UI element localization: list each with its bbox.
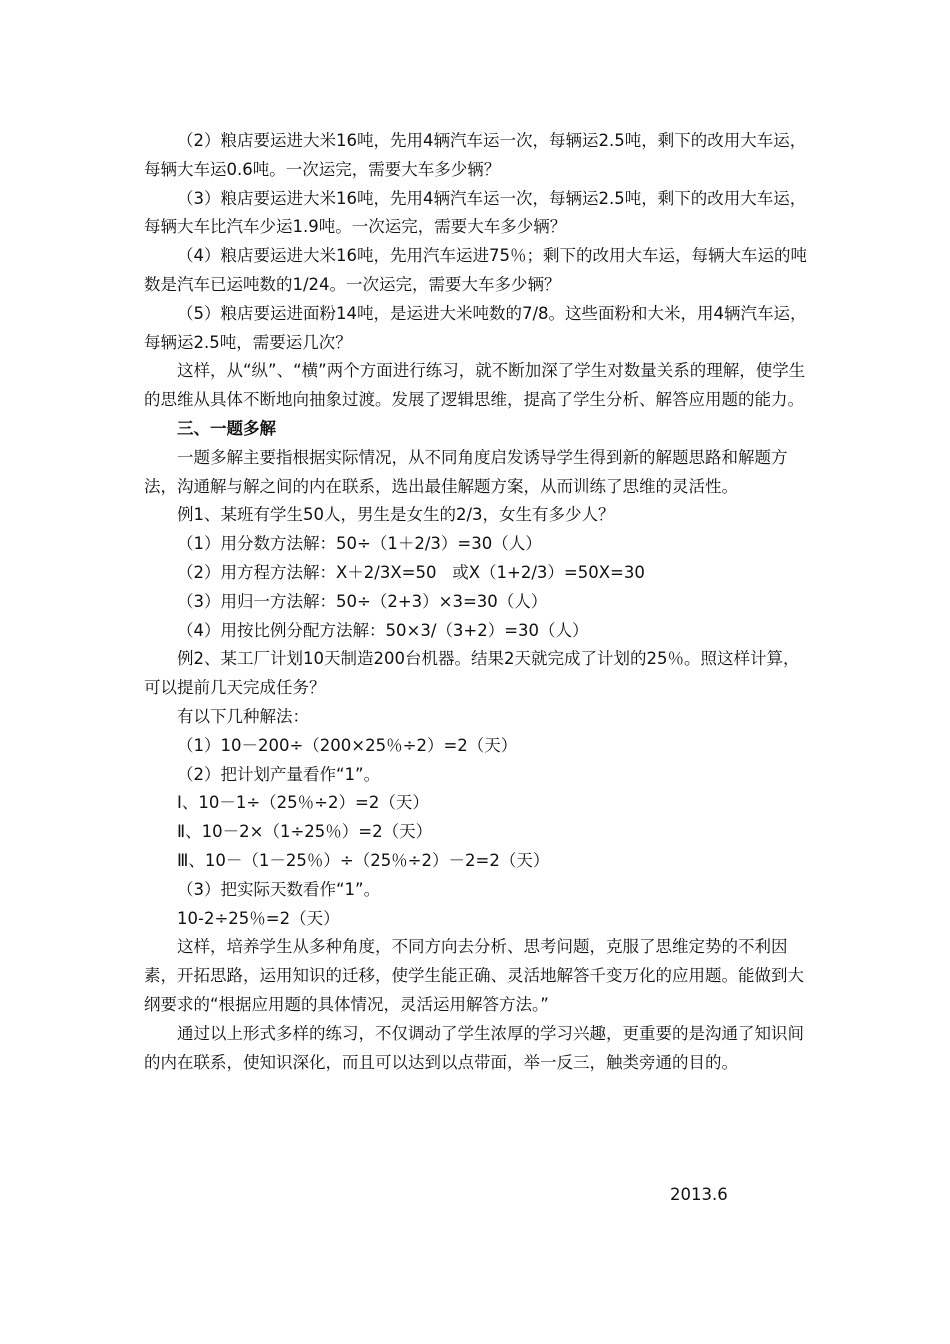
- document-date: 2013.6: [670, 1185, 728, 1204]
- paragraph-summary-multiple-solutions: 这样，培养学生从多种角度，不同方向去分析、思考问题，克服了思维定势的不利因素，开拓思路，运用知识的迁移，使学生能正确、灵活地解答千变万化的应用题。能做到大纲要求的“根据应用题的具体情况，灵活运用解答方法。”: [144, 937, 804, 1014]
- example-2-question: 例2、某工厂计划10天制造200台机器。结果2天就完成了计划的25％。照这样计算，可以提前几天完成任务？: [144, 649, 800, 698]
- paragraph-summary-practice: 这样，从“纵”、“横”两个方面进行练习，就不断加深了学生对数量关系的理解，使学生的思维从具体不断地向抽象过渡。发展了逻辑思维，提高了学生分析、解答应用题的能力。: [144, 361, 806, 410]
- example-1-question: 例1、某班有学生50人，男生是女生的2/3，女生有多少人？: [177, 505, 615, 525]
- paragraph-conclusion: 通过以上形式多样的练习，不仅调动了学生浓厚的学习兴趣，更重要的是沟通了知识间的内在联系，使知识深化，而且可以达到以点带面，举一反三，触类旁通的目的。: [144, 1023, 804, 1072]
- example-2-solution-3-formula: 10-2÷25％=2（天）: [177, 908, 340, 928]
- example-2-solution-1: （1）10－200÷（200×25％÷2）=2（天）: [177, 735, 518, 755]
- paragraph-section-intro: 一题多解主要指根据实际情况，从不同角度启发诱导学生得到新的解题思路和解题方法，沟通解与解之间的内在联系，选出最佳解题方案，从而训练了思维的灵活性。: [144, 447, 788, 496]
- example-1-method-2: （2）用方程方法解：X＋2/3X=50 或X（1+2/3）=50X=30: [177, 562, 645, 582]
- section-heading: 三、一题多解: [177, 418, 276, 438]
- example-2-solution-3: （3）把实际天数看作“1”。: [177, 879, 381, 899]
- example-2-solution-2-iii: Ⅲ、10－（1－25％）÷（25％÷2）－2=2（天）: [177, 850, 550, 870]
- example-2-solution-2: （2）把计划产量看作“1”。: [177, 764, 381, 784]
- example-1-method-4: （4）用按比例分配方法解：50×3/（3+2）=30（人）: [177, 620, 589, 640]
- example-2-solution-2-ii: Ⅱ、10－2×（1÷25％）=2（天）: [177, 822, 433, 842]
- paragraph-problem-2: （2）粮店要运进大米16吨，先用4辆汽车运一次，每辆运2.5吨，剩下的改用大车运，每辆大车运0.6吨。一次运完，需要大车多少辆？: [144, 131, 807, 179]
- example-1-method-3: （3）用归一方法解：50÷（2+3）×3=30（人）: [177, 591, 548, 611]
- example-1-method-1: （1）用分数方法解：50÷（1＋2/3）=30（人）: [177, 534, 542, 554]
- paragraph-problem-3: （3）粮店要运进大米16吨，先用4辆汽车运一次，每辆运2.5吨，剩下的改用大车运，每辆大车比汽车少运1.9吨。一次运完，需要大车多少辆？: [144, 188, 807, 237]
- example-2-solution-2-i: Ⅰ、10－1÷（25％÷2）=2（天）: [177, 793, 429, 813]
- document-body: [144, 127, 814, 1077]
- paragraph-problem-5: （5）粮店要运进面粉14吨，是运进大米吨数的7/8。这些面粉和大米，用4辆汽车运，每辆运2.5吨，需要运几次？: [144, 303, 807, 352]
- example-2-intro: 有以下几种解法：: [177, 706, 309, 726]
- paragraph-problem-4: （4）粮店要运进大米16吨，先用汽车运进75％；剩下的改用大车运，每辆大车运的吨数是汽车已运吨数的1/24。一次运完，需要大车多少辆？: [144, 246, 807, 294]
